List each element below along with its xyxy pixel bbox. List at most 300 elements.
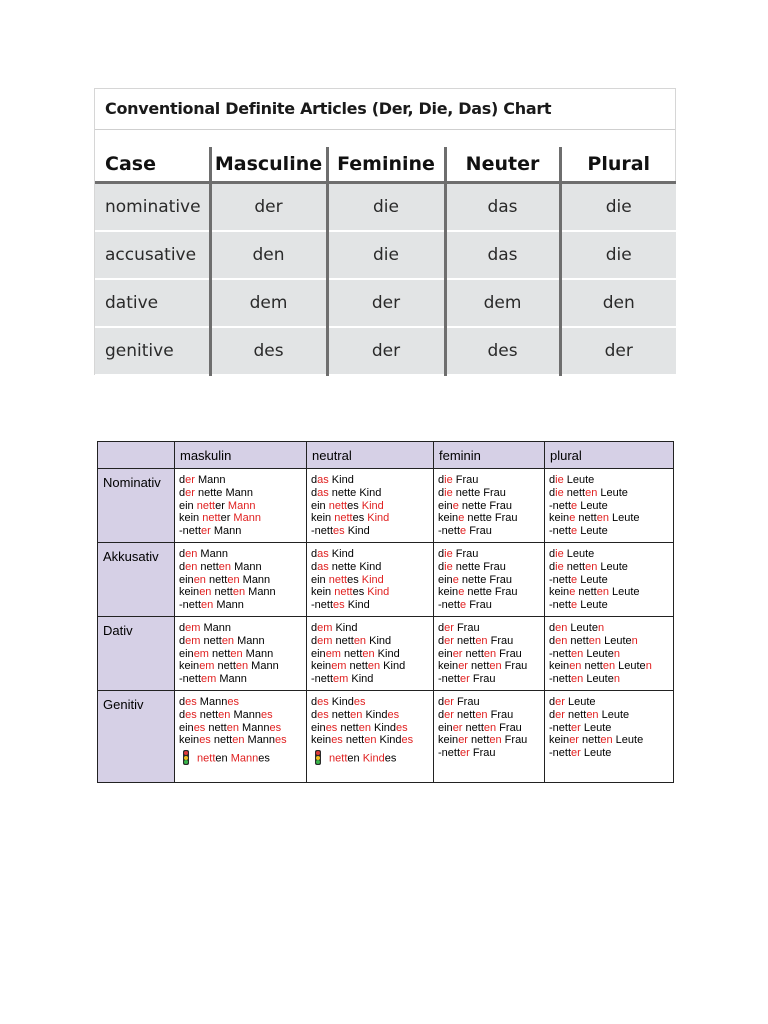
case-ending: ie [444, 548, 453, 560]
case-ending: er [571, 747, 581, 760]
case-ending: nett [331, 586, 353, 599]
phrase-line [438, 574, 540, 587]
phrase-line [311, 474, 429, 487]
word-text: -nett [311, 525, 334, 538]
case-ending: en [185, 560, 198, 573]
case-label: genitive [95, 327, 210, 375]
word-text: kein [179, 586, 200, 599]
word-text: Kind [328, 474, 354, 486]
case-ending: em [193, 647, 209, 660]
case-ending: er [555, 708, 565, 721]
phrase-line [311, 512, 429, 525]
case-ending: e [458, 586, 465, 599]
word-text: nett [328, 708, 351, 721]
case-ending: Kind [358, 499, 384, 512]
word-text: Mann [210, 525, 242, 538]
case-ending: es [269, 721, 282, 734]
table-cell: der [210, 183, 327, 232]
word-text: Frau [453, 622, 480, 634]
table-row [98, 617, 674, 691]
word-text: Leute [598, 708, 630, 721]
header-neuter: Neuter [445, 147, 560, 183]
word-text: nett [197, 560, 219, 573]
word-text: d [549, 622, 556, 634]
table-cell [545, 691, 674, 783]
word-text: Frau [453, 696, 480, 708]
case-ending: es [331, 734, 343, 747]
phrase-line [179, 599, 302, 612]
phrase-line [549, 709, 669, 722]
word-text: nett [581, 660, 603, 673]
case-ending: es [333, 525, 345, 538]
word-text: Mann [244, 734, 276, 747]
case-ending: ie [555, 560, 564, 573]
word-text: d [179, 696, 186, 708]
phrase-line [179, 586, 302, 599]
word-text: Frau [487, 708, 514, 721]
word-text: er [220, 512, 231, 525]
case-ending: Mann [227, 752, 259, 765]
word-text: nett [208, 647, 231, 660]
table-cell: den [560, 279, 676, 327]
header-feminin: feminin [434, 442, 545, 469]
case-ending: es [185, 708, 197, 721]
case-ending: em [185, 634, 201, 647]
case-ending: er [458, 734, 468, 747]
table-cell: des [445, 327, 560, 375]
word-text: Mann [239, 573, 271, 586]
table-cell [434, 617, 545, 691]
table-row [95, 279, 676, 327]
table-row [98, 543, 674, 617]
word-text: nett [205, 721, 227, 734]
case-ending: en [489, 660, 502, 673]
case-ending: en [226, 721, 239, 734]
case-ending: en [588, 634, 602, 647]
case-ending: nett [331, 512, 353, 525]
case-ending: nett [199, 512, 221, 525]
word-text: -nett [549, 721, 572, 734]
word-text: kein [438, 586, 459, 599]
word-text: Mann [197, 548, 228, 560]
title-divider [95, 129, 675, 130]
word-text: nett [210, 734, 233, 747]
table-row [98, 469, 674, 543]
word-text: nett [205, 573, 228, 586]
phrase-line [179, 487, 302, 500]
word-text: d [311, 548, 318, 560]
case-ending: en [353, 634, 367, 647]
word-text: Mann [230, 708, 261, 721]
word-text: Frau [452, 474, 479, 486]
word-text: kein [549, 586, 570, 599]
word-text: Mann [196, 696, 228, 708]
header-case: Case [95, 147, 210, 183]
word-text: kein [438, 734, 459, 747]
phrase-line [438, 648, 540, 661]
case-ending: em [325, 647, 341, 660]
case-ending: es [401, 734, 414, 747]
case-ending: en [586, 708, 599, 721]
word-text: er [215, 499, 225, 512]
case-ending: e [460, 599, 467, 612]
phrase-line [438, 747, 540, 760]
word-text: d [438, 548, 445, 560]
case-ending: ie [555, 486, 564, 499]
word-text: nette Kind [328, 560, 382, 573]
word-text: kein [179, 734, 200, 747]
word-text: d [549, 486, 556, 499]
case-ending: e [569, 586, 576, 599]
case-ending: es [353, 696, 366, 708]
word-text: Kind [344, 525, 370, 538]
phrase-line [311, 487, 429, 500]
table-cell: das [445, 231, 560, 279]
phrase-line [549, 635, 669, 648]
table-cell [307, 543, 434, 617]
word-text: -nett [438, 747, 461, 760]
word-text: Frau [466, 525, 492, 538]
phrase-line [179, 660, 302, 673]
word-text: nett [453, 708, 476, 721]
table-cell [175, 543, 307, 617]
case-ending: e [460, 525, 467, 538]
word-text: d [549, 560, 556, 573]
word-text: Frau [452, 548, 479, 560]
phrase-line [438, 635, 540, 648]
word-text: Kind [348, 673, 374, 686]
case-ending: Mann [224, 499, 256, 512]
header-row [95, 147, 676, 183]
case-ending: er [555, 696, 565, 708]
word-text: d [311, 708, 318, 721]
word-text: kein [311, 512, 332, 525]
case-ending: n [613, 647, 620, 660]
table-cell: dem [210, 279, 327, 327]
case-ending: Kind [364, 512, 390, 525]
case-ending: em [201, 673, 217, 686]
word-text: d [179, 708, 186, 721]
word-text: nett [453, 634, 476, 647]
phrase-line [311, 500, 429, 513]
word-text: Leute [580, 721, 612, 734]
word-text: ein [438, 647, 453, 660]
case-ending: Mann [230, 512, 261, 525]
phrase-line [549, 696, 669, 709]
case-ending: en [232, 734, 245, 747]
word-text: nett [575, 586, 597, 599]
phrase-line [438, 586, 540, 599]
word-text: nett [337, 721, 359, 734]
case-ending: e [569, 512, 576, 525]
phrase-line [549, 548, 669, 561]
phrase-line [549, 747, 669, 760]
word-text: kein [179, 512, 200, 525]
word-text: Leute [597, 560, 628, 573]
case-ending: Kind [358, 573, 384, 586]
word-text: Leute [597, 486, 628, 499]
case-ending: en [483, 647, 497, 660]
phrase-line [311, 548, 429, 561]
case-ending: en [358, 721, 371, 734]
case-ending: em [185, 622, 201, 634]
word-text: Kind [366, 634, 392, 647]
case-ending: en [569, 660, 582, 673]
word-text: d [549, 696, 556, 708]
phrase-line [438, 722, 540, 735]
phrase-line [179, 709, 302, 722]
case-ending: er [569, 734, 579, 747]
phrase-line [438, 673, 540, 686]
phrase-line [438, 525, 540, 538]
definite-articles-table [95, 147, 676, 376]
table-cell [434, 469, 545, 543]
word-text: kein [438, 660, 459, 673]
case-ending: er [452, 647, 463, 660]
phrase-line [179, 525, 302, 538]
word-text: -nett [549, 499, 572, 512]
word-text: nett [211, 586, 233, 599]
word-text: -nett [311, 599, 334, 612]
word-text: es [352, 512, 365, 525]
word-text: nett [332, 634, 354, 647]
case-label: Dativ [98, 617, 175, 691]
word-text: -nett [438, 673, 461, 686]
case-ending: em [317, 634, 333, 647]
case-ending: nett [325, 499, 348, 512]
word-text: Mann [200, 622, 231, 634]
word-text: -nett [179, 599, 202, 612]
case-ending: en [201, 599, 214, 612]
case-ending: es [227, 696, 239, 708]
phrase-line [549, 474, 669, 487]
word-text: Leute [601, 634, 632, 647]
word-text: -nett [549, 647, 572, 660]
chart-title: Conventional Definite Articles (Der, Die, Das) Chart [105, 99, 552, 118]
case-ending: en [364, 734, 377, 747]
word-text: ein [311, 721, 326, 734]
word-text: Leute [615, 660, 646, 673]
case-ending: es [333, 599, 345, 612]
case-ending: er [460, 747, 470, 760]
case-ending: er [444, 622, 454, 634]
word-text: d [311, 634, 318, 647]
case-ending: en [232, 586, 246, 599]
table-cell [175, 469, 307, 543]
word-text: Mann [213, 599, 244, 612]
word-text: nette Frau [452, 486, 506, 499]
word-text: nett [340, 647, 363, 660]
word-text: nett [200, 634, 222, 647]
word-text: Kind [374, 647, 400, 660]
word-text: nette Frau [458, 499, 513, 512]
word-text: -nett [179, 673, 202, 686]
word-text: en [347, 752, 360, 765]
phrase-line [438, 709, 540, 722]
case-ending: er [444, 708, 454, 721]
word-text: d [311, 486, 318, 499]
word-text: nett [564, 708, 587, 721]
phrase-line [311, 722, 429, 735]
table-row [98, 691, 674, 783]
case-ending: ie [444, 474, 453, 486]
case-ending: en [596, 586, 609, 599]
case-ending: en [475, 708, 488, 721]
word-text: d [438, 486, 445, 499]
case-ending: er [571, 721, 581, 734]
word-text: Frau [496, 647, 522, 660]
traffic-light-icon [183, 750, 189, 765]
word-text: Leute [563, 548, 595, 560]
word-text: Leute [580, 747, 612, 760]
phrase-line [311, 574, 429, 587]
table-row [95, 327, 676, 375]
case-ending: en [199, 586, 212, 599]
word-text: es [352, 586, 365, 599]
phrase-line [549, 722, 669, 735]
word-text: -nett [311, 673, 334, 686]
table-cell [545, 617, 674, 691]
case-ending: nett [325, 573, 348, 586]
table-row [95, 183, 676, 232]
phrase-line [438, 474, 540, 487]
phrase-line [311, 599, 429, 612]
phrase-line [438, 548, 540, 561]
word-text: nett [467, 660, 490, 673]
word-text: en [215, 752, 228, 765]
word-text: Leute [612, 734, 644, 747]
phrase-line [311, 709, 429, 722]
case-ending: es [387, 708, 400, 721]
word-text: kein [311, 660, 332, 673]
table-cell [434, 543, 545, 617]
case-ending: nett [194, 752, 216, 765]
case-ending: en [350, 708, 363, 721]
table-cell: dem [445, 279, 560, 327]
phrase-line [179, 750, 302, 767]
word-text: ein [179, 647, 194, 660]
phrase-line [311, 586, 429, 599]
word-text: d [549, 634, 556, 647]
word-text: nette Frau [464, 586, 518, 599]
word-text: ein [179, 499, 194, 512]
word-text: d [311, 622, 318, 634]
word-text: d [179, 634, 186, 647]
table-cell: des [210, 327, 327, 375]
case-ending: n [631, 634, 638, 647]
phrase-line [549, 561, 669, 574]
word-text: es [258, 752, 270, 765]
case-ending: er [185, 474, 195, 486]
word-text: Leute [577, 599, 608, 612]
phrase-line [179, 673, 302, 686]
word-text: es [347, 573, 359, 586]
table-cell [545, 469, 674, 543]
case-ending: e [571, 499, 578, 512]
word-text: Kind [362, 708, 388, 721]
word-text: ein [438, 721, 453, 734]
case-ending: en [585, 486, 598, 499]
word-text: Frau [469, 673, 496, 686]
phrase-line [311, 648, 429, 661]
case-ending: er [201, 525, 211, 538]
word-text: Kind [328, 548, 354, 560]
case-ending: en [555, 634, 568, 647]
case-ending: en [230, 647, 243, 660]
phrase-line [438, 512, 540, 525]
phrase-line [179, 574, 302, 587]
phrase-line [311, 660, 429, 673]
case-ending: en [218, 560, 232, 573]
phrase-line [438, 599, 540, 612]
word-text: Kind [380, 660, 406, 673]
case-ending: es [260, 708, 273, 721]
phrase-line [549, 622, 669, 635]
phrase-line [549, 500, 669, 513]
case-ending: nett [193, 499, 216, 512]
header-plural: Plural [560, 147, 676, 183]
phrase-line [549, 660, 669, 673]
case-ending: en [221, 634, 235, 647]
phrase-line [179, 734, 302, 747]
word-text: Frau [501, 734, 528, 747]
word-text: nett [575, 512, 597, 525]
word-text: d [311, 474, 318, 486]
word-text: Mann [234, 634, 265, 647]
header-maskulin: maskulin [175, 442, 307, 469]
word-text: d [438, 560, 445, 573]
case-ending: as [317, 560, 329, 573]
word-text: Leute [583, 673, 614, 686]
case-ending: en [602, 660, 616, 673]
word-text: Leute [577, 525, 608, 538]
table-cell: die [327, 231, 445, 279]
phrase-line [179, 474, 302, 487]
word-text: kein [549, 512, 570, 525]
word-text: Leute [563, 474, 595, 486]
word-text: Leute [608, 512, 640, 525]
case-ending: em [333, 673, 349, 686]
case-ending: es [275, 734, 287, 747]
case-ending: as [317, 486, 329, 499]
word-text: ein [179, 721, 194, 734]
case-ending: en [555, 622, 568, 634]
word-text: nett [467, 734, 490, 747]
declension-table [97, 441, 674, 783]
phrase-line [549, 487, 669, 500]
word-text: ein [311, 499, 326, 512]
case-ending: as [317, 474, 329, 486]
word-text: kein [549, 734, 570, 747]
word-text: kein [311, 734, 332, 747]
table-cell [545, 543, 674, 617]
case-ending: e [458, 512, 465, 525]
case-ending: e [571, 525, 578, 538]
phrase-line [549, 734, 669, 747]
case-ending: n [597, 622, 605, 634]
traffic-light-icon [315, 750, 321, 765]
word-text: Mann [248, 660, 279, 673]
case-ending: en [600, 734, 613, 747]
word-text: Mann [238, 721, 270, 734]
table-cell: die [560, 183, 676, 232]
phrase-line [438, 487, 540, 500]
case-ending: en [483, 721, 497, 734]
case-ending: en [571, 673, 584, 686]
word-text: nett [196, 708, 219, 721]
case-ending: en [475, 634, 488, 647]
case-ending: es [193, 721, 206, 734]
